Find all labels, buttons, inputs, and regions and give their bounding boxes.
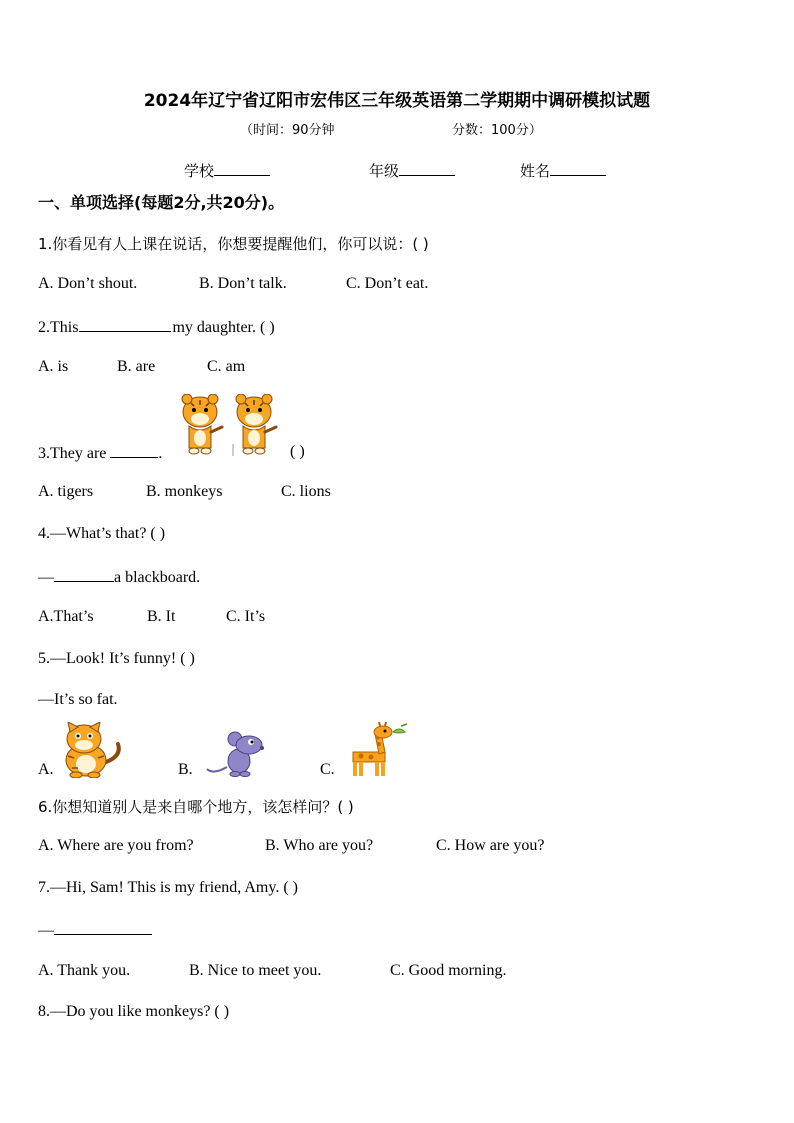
q3-blank[interactable]	[110, 443, 158, 458]
school-blank[interactable]	[214, 161, 270, 176]
q7-answer	[38, 920, 152, 940]
grade-label: 年级	[369, 162, 400, 180]
mouse-icon	[205, 731, 267, 777]
q7-option-a[interactable]: A. Thank you.	[38, 962, 131, 979]
school-field	[184, 160, 270, 181]
page-title: 2024年辽宁省辽阳市宏伟区三年级英语第二学期期中调研模拟试题	[143, 91, 651, 111]
name-blank[interactable]	[550, 161, 606, 176]
q5-stem: 5.—Look! It’s funny! ( )	[38, 650, 195, 667]
q7-option-c[interactable]: C. Good morning.	[390, 962, 507, 979]
q4-answer-text: a blackboard.	[114, 569, 201, 586]
q7-blank[interactable]	[54, 920, 152, 935]
q3-stem-post: .	[158, 445, 163, 462]
giraffe-icon	[345, 722, 411, 778]
q3-option-a[interactable]: A. tigers	[38, 483, 94, 500]
q6-option-a[interactable]: A. Where are you from?	[38, 837, 194, 854]
name-field	[520, 160, 606, 181]
q4-option-a[interactable]: A.That’s	[38, 608, 94, 625]
q3-stem-pre: 3.They are	[38, 445, 107, 462]
q5-option-b[interactable]: B.	[178, 761, 193, 778]
q7-stem: 7.—Hi, Sam! This is my friend, Amy. ( )	[38, 879, 298, 896]
q2-option-c[interactable]: C. am	[207, 358, 246, 375]
q5-option-c[interactable]: C.	[320, 761, 335, 778]
tiger-1	[182, 394, 222, 454]
q1-option-a[interactable]: A. Don’t shout.	[38, 275, 138, 292]
q4-answer	[38, 567, 200, 587]
q2-stem	[38, 317, 275, 337]
q6-stem: 6.你想知道别人是来自哪个地方，该怎样问？( )	[38, 798, 354, 816]
q1-option-b[interactable]: B. Don’t talk.	[199, 275, 287, 292]
q2-stem-post: my daughter. ( )	[172, 319, 275, 336]
q3-paren: ( )	[290, 443, 305, 460]
q2-stem-pre: 2.This	[38, 319, 79, 336]
section-title: 一、单项选择(每题2分,共20分)。	[38, 193, 285, 212]
exam-score: 分数：100分）	[452, 123, 542, 138]
cat-icon	[62, 722, 126, 778]
q4-option-b[interactable]: B. It	[147, 608, 176, 625]
grade-blank[interactable]	[399, 161, 455, 176]
q6-option-b[interactable]: B. Who are you?	[265, 837, 374, 854]
q8-stem: 8.—Do you like monkeys? ( )	[38, 1003, 230, 1020]
q2-blank[interactable]	[79, 317, 171, 332]
q1-option-c[interactable]: C. Don’t eat.	[346, 275, 429, 292]
q3-option-c[interactable]: C. lions	[281, 483, 331, 500]
name-label: 姓名	[520, 162, 551, 180]
q3-stem	[38, 443, 162, 463]
exam-time: （时间：90分钟	[240, 123, 335, 138]
school-label: 学校	[184, 162, 215, 180]
q4-dash: —	[38, 569, 54, 586]
q4-option-c[interactable]: C. It’s	[226, 608, 266, 625]
q5-option-a[interactable]: A.	[38, 761, 54, 778]
q5-answer: —It’s so fat.	[38, 691, 118, 708]
q4-stem: 4.—What’s that? ( )	[38, 525, 166, 542]
q2-option-a[interactable]: A. is	[38, 358, 69, 375]
tiger-2	[236, 394, 276, 454]
tiger-icon	[178, 394, 282, 456]
grade-field	[369, 160, 455, 181]
q7-dash: —	[38, 922, 54, 939]
q4-blank[interactable]	[54, 567, 114, 582]
q7-option-b[interactable]: B. Nice to meet you.	[189, 962, 322, 979]
q3-option-b[interactable]: B. monkeys	[146, 483, 223, 500]
q6-option-c[interactable]: C. How are you?	[436, 837, 545, 854]
q1-stem: 1.你看见有人上课在说话，你想要提醒他们，你可以说：( )	[38, 235, 429, 253]
q2-option-b[interactable]: B. are	[117, 358, 156, 375]
